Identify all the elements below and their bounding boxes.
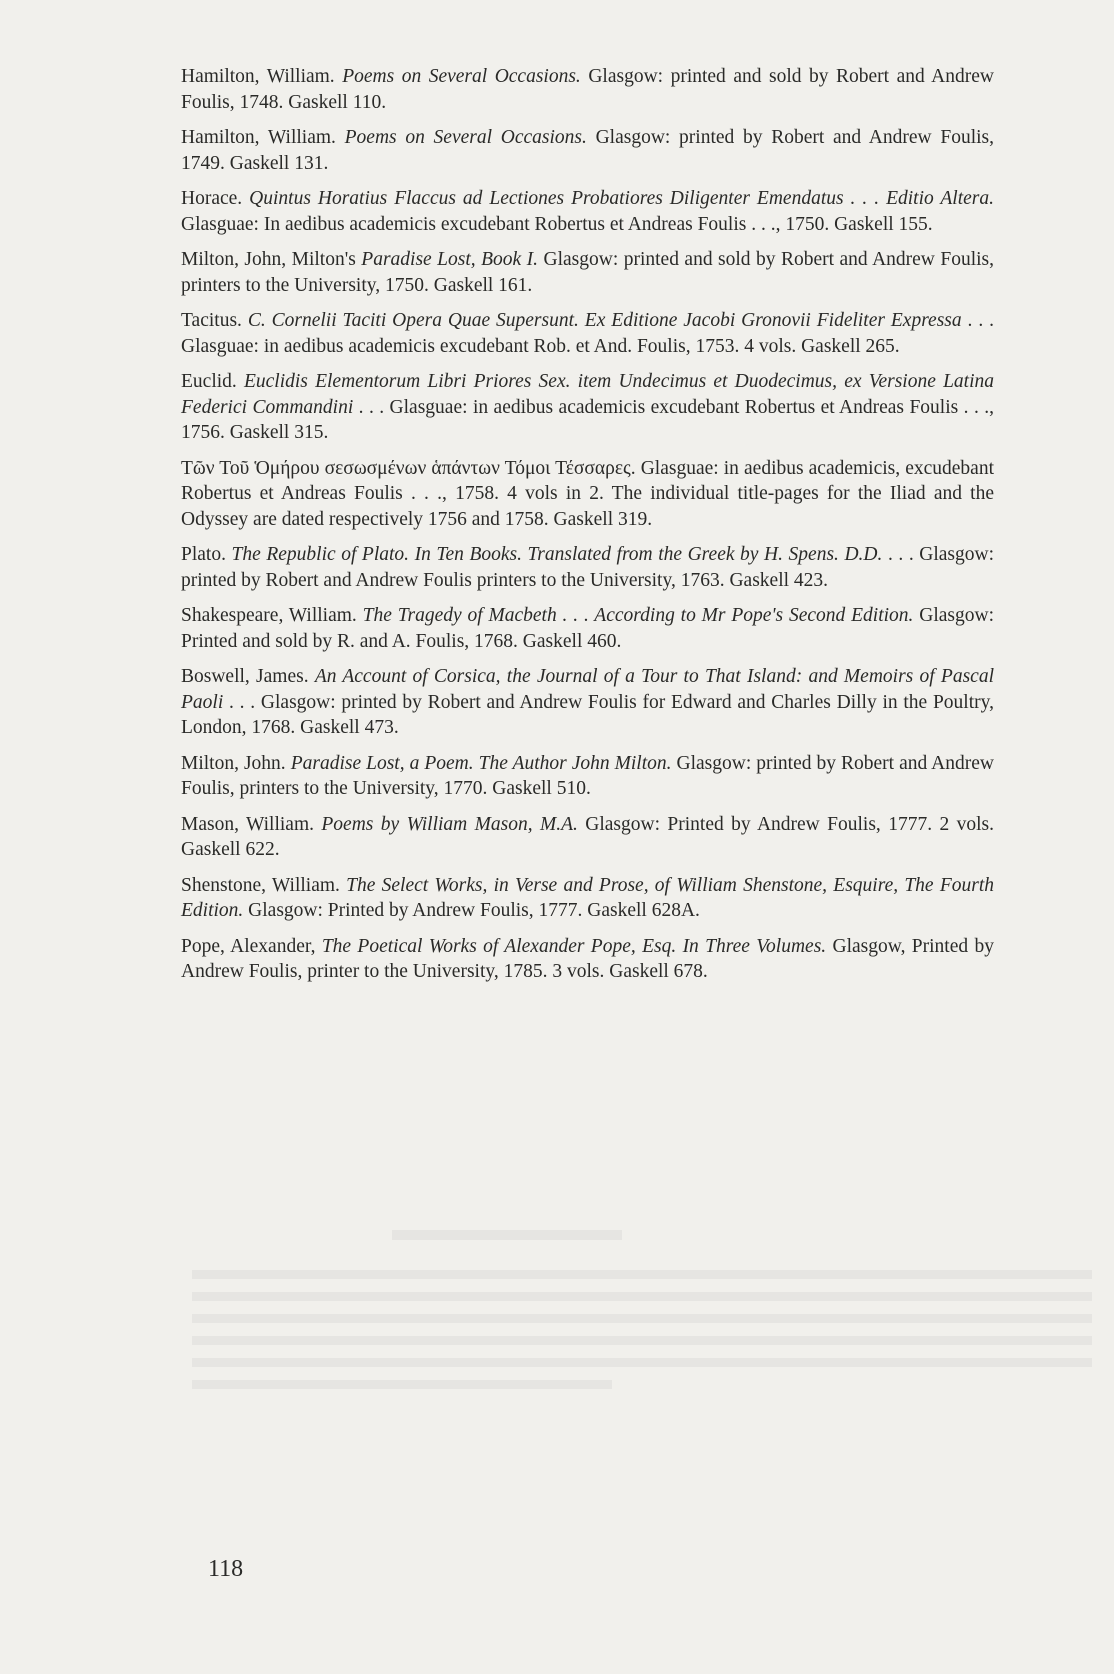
entry-title: Poems on Several Occasions. bbox=[342, 66, 581, 87]
entry-imprint: . . . Glasguae: in aedibus academicis excudebant Robertus et Andreas Foulis . . ., 1756. Gaskell 315. bbox=[181, 396, 994, 443]
entry-title: C. Cornelii Taciti Opera Quae Supersunt. Ex Editione Jacobi Gronovii Fideliter Expressa bbox=[247, 310, 962, 331]
bibliography-entry bbox=[181, 542, 994, 593]
entry-title: The Tragedy of Macbeth . . . According to Mr Pope's Second Edition. bbox=[362, 605, 914, 626]
bibliography-entry bbox=[181, 873, 994, 924]
bibliography-entry bbox=[181, 64, 994, 115]
show-through-text bbox=[192, 1230, 1114, 1456]
entry-imprint: Glasgow: printed by Robert and Andrew Foulis, 1749. Gaskell 131. bbox=[181, 127, 994, 174]
bibliography-entry bbox=[181, 186, 994, 237]
entry-author: Milton, John, Milton's bbox=[181, 249, 362, 270]
entry-title: Poems on Several Occasions. bbox=[344, 127, 587, 148]
entry-title: Quintus Horatius Flaccus ad Lectiones Probatiores Diligenter Emendatus . . . Editio Altera. bbox=[249, 188, 994, 209]
entry-author: Hamilton, William. bbox=[181, 127, 345, 148]
entry-imprint: Glasgow: Printed and sold by R. and A. Foulis, 1768. Gaskell 460. bbox=[181, 605, 995, 652]
entry-author: Shakespeare, William. bbox=[181, 605, 363, 626]
entry-author: Milton, John. bbox=[181, 752, 291, 774]
entry-title: Paradise Lost, Book I. bbox=[361, 249, 539, 270]
entry-author: Pope, Alexander, bbox=[181, 935, 322, 957]
bibliography-entry bbox=[181, 751, 994, 802]
entry-author: Plato. bbox=[181, 544, 232, 565]
entry-author: Euclid. bbox=[181, 371, 244, 392]
entry-imprint: Glasgow: Printed by Andrew Foulis, 1777. 2 vols. Gaskell 622. bbox=[181, 813, 994, 860]
entry-title: Poems by William Mason, M.A. bbox=[321, 813, 578, 835]
entry-title: The Republic of Plato. In Ten Books. Translated from the Greek by H. Spens. D.D. bbox=[231, 544, 883, 565]
entry-imprint: Glasguae: In aedibus academicis excudebant Robertus et Andreas Foulis . . ., 1750. Gaskell 155. bbox=[181, 213, 933, 235]
entry-title: An Account of Corsica, the Journal of a Tour to That Island: and Memoirs of Pascal Paoli bbox=[181, 666, 994, 713]
entry-imprint: . . . Glasgow: printed by Robert and Andrew Foulis printers to the University, 1763. Gaskell 423. bbox=[181, 544, 994, 591]
entry-imprint: Glasguae: in aedibus academicis, excudebant Robertus et Andreas Foulis . . ., 1758. 4 vols in 2. The individual title-pages for the Iliad and the Odyssey are dated respectively 1756 and 1758. Gaskell 319. bbox=[181, 457, 994, 530]
entry-imprint: . . . Glasgow: printed by Robert and Andrew Foulis for Edward and Charles Dilly in the Poultry, London, 1768. Gaskell 473. bbox=[181, 691, 994, 738]
bibliography-entry bbox=[181, 934, 994, 985]
bibliography-entry bbox=[181, 603, 994, 654]
entry-imprint: Glasgow: printed by Robert and Andrew Foulis, printers to the University, 1770. Gaskell 510. bbox=[181, 752, 994, 799]
bibliography-entry bbox=[181, 308, 994, 359]
entry-author: Mason, William. bbox=[181, 813, 322, 835]
bibliography-entry bbox=[181, 664, 994, 741]
bibliography-entry bbox=[181, 369, 994, 446]
entry-greek-title: Τῶν Τοῦ Ὁμήρου σεσωσμένων ἁπάντων Τόμοι Τέσσαρες. bbox=[181, 457, 636, 479]
entry-imprint: Glasgow: Printed by Andrew Foulis, 1777. Gaskell 628A. bbox=[243, 900, 700, 921]
entry-author: Hamilton, William. bbox=[181, 66, 343, 87]
entry-title: The Select Works, in Verse and Prose, of William Shenstone, Esquire, The Fourth Edition. bbox=[181, 874, 994, 921]
bibliography-entry bbox=[181, 812, 994, 863]
entry-imprint: Glasgow: printed and sold by Robert and Andrew Foulis, 1748. Gaskell 110. bbox=[181, 66, 994, 113]
bibliography-entry bbox=[181, 456, 994, 533]
bibliography-entry bbox=[181, 125, 994, 176]
entry-imprint: Glasgow: printed and sold by Robert and Andrew Foulis, printers to the University, 1750. Gaskell 161. bbox=[181, 249, 995, 296]
entry-imprint: . . . Glasguae: in aedibus academicis excudebant Rob. et And. Foulis, 1753. 4 vols. Gaskell 265. bbox=[181, 310, 994, 357]
show-through-lines bbox=[192, 1230, 1114, 1450]
entry-author: Shenstone, William. bbox=[181, 874, 347, 896]
entry-author: Boswell, James. bbox=[181, 666, 315, 687]
entry-imprint: Glasgow, Printed by Andrew Foulis, printer to the University, 1785. 3 vols. Gaskell 678. bbox=[181, 935, 994, 982]
entry-author: Horace. bbox=[181, 188, 250, 209]
entry-title: Euclidis Elementorum Libri Priores Sex. item Undecimus et Duodecimus, ex Versione Latina Federici Commandini bbox=[181, 371, 995, 418]
bibliography-entry bbox=[181, 247, 994, 298]
entry-title: The Poetical Works of Alexander Pope, Esq. In Three Volumes. bbox=[321, 935, 827, 957]
bibliography-list bbox=[181, 64, 994, 995]
page-number: 118 bbox=[208, 1556, 244, 1582]
entry-author: Tacitus. bbox=[181, 310, 248, 331]
entry-title: Paradise Lost, a Poem. The Author John Milton. bbox=[290, 752, 672, 774]
